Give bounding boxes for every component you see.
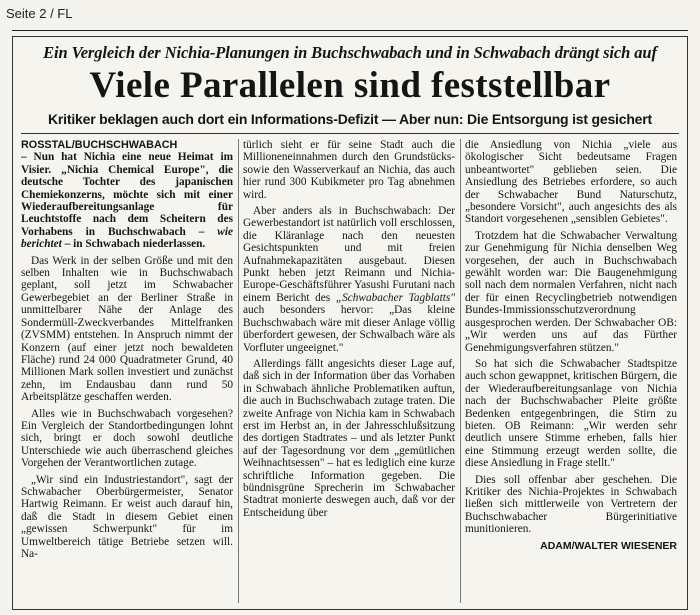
col1-paragraph-2: Alles wie in Buchschwabach vorgesehen? Ein Vergleich der Standortbedingungen lohnt sich, bringt er doch sowohl deutliche Unterschiede wie auch überraschend gleiches Vorgehen der Verantwortlichen zutage. — [21, 407, 233, 470]
col3-paragraph-1: die Ansiedlung von Nichia „viele aus ökologischer Sicht bedeutsame Fragen unbeantwortet" geblieben seien. Die Ansiedlung des Betriebes erfordere, so auch der Schwabacher Bund Naturschutz, „besondere Vorsicht", auch angesichts des als Standort vorgesehenen „sensiblen Gebietes". — [465, 139, 677, 226]
col3-paragraph-3: So hat sich die Schwabacher Stadtspitze auch schon gewappnet, kritischen Bürgern, die der Wiederaufbereitungsanlage von Nichia nach der Buchschwabacher Pleite größte Bedenken entgegenbringen, die Stirn zu bieten. OB Reimann: „Wir werden sehr deutlich unsere Stimme erheben, falls hier eine Stimmung erzeugt werden sollte, die diese Ansiedlung in Frage stellt." — [465, 357, 677, 470]
col3-paragraph-4: Dies soll offenbar aber geschehen. Die Kritiker des Nichia-Projektes in Schwabach ließen sich mittlerweile von Vertretern der Buchschwabacher Bürgerinitiative munitionieren. — [465, 473, 677, 536]
author-byline: ADAM/WALTER WIESENER — [540, 539, 677, 552]
lead-text-emphasis: wie berichtet — [21, 225, 233, 251]
col1-paragraph-1: Das Werk in der selben Größe und mit den selben Inhalten wie in Buchschwabach geplant, soll jetzt im Schwabacher Gewerbegebiet an der Berliner Straße in unmittelbarer Nähe der Anlage des Sondermüll-Zweckverbandes Mittelfranken (ZVSMM) entstehen. In Anspruch nimmt der Konzern (auf einer jetzt noch bewaldeten Fläche) rund 24 000 Quadratmeter Grund, 40 Millionen Mark sollen investiert und zunächst zehn, im Endausbau dann rund 50 Arbeitsplätze geschaffen werden. — [21, 254, 233, 404]
column-rule-1 — [238, 139, 239, 603]
col2-paragraph-1: türlich sieht er für seine Stadt auch die Millioneneinnahmen durch den Grundstücks- sowie den Wasserverkauf an Nichia, das auch hier rund 300 Kubikmeter pro Tag abnehmen wird. — [243, 139, 455, 201]
article-subhead: Kritiker beklagen auch dort ein Informations-Defizit — Aber nun: Die Entsorgung ist gesichert — [48, 111, 652, 127]
article-column-1 — [21, 139, 233, 607]
article-headline: Viele Parallelen sind feststellbar — [89, 65, 611, 106]
col3-paragraph-2: Trotzdem hat die Schwabacher Verwaltung zur Genehmigung für Nichia denselben Weg vorgesehen, der auch in Buchschwabach gewählt worden war: Die Baugenehmigung soll nach dem normalen Verfahren, nicht nach der für einen Recyclingbetrieb notwendigen Bundes-Immissionsschutzverordnung ausgesprochen werden. Der Schwabacher OB: „Wir werden uns auf das Fürther Genehmigungsverfahren stützen." — [465, 229, 677, 354]
header-divider — [21, 133, 679, 134]
col2-paragraph-2-a: Aber anders als in Buchschwabach: Der Gewerbestandort ist natürlich voll erschlossen, die Kläranlage nach den neuesten Gesichtspunkten und mit freien Aufnahmekapazitäten ausgebaut. Diesen Punkt heben jetzt Reimann und Nichia-Europe-Geschäftsführer Yasushi Furutani nach einem Bericht des — [243, 205, 455, 304]
col1-paragraph-3: „Wir sind ein Industriestandort", sagt der Schwabacher Oberbürgermeister, Senator Hartwig Reimann. Er weist auch darauf hin, daß die Stadt in diesem Gebiet einen „gewissen Schwerpunkt" für im Umweltbereich tätige Betriebe setzen will. Na- — [21, 473, 233, 560]
column-rule-2 — [460, 139, 461, 603]
page-label: Seite 2 / FL — [6, 6, 73, 21]
col2-paragraph-3: Allerdings fällt angesichts dieser Lage auf, daß sich in der Information über das Vorhaben in Schwabach ähnliche Problematiken auftun, die auch in Buchschwabach zutage traten. Die zweite Anfrage von Nichia kam in Schwabach erst im Herbst an, in der Jahresschlußsitzung des dortigen Stadtrates – und als letzter Punkt auf der Tagesordnung vor dem „gemütlichen Weihnachtsessen" – hat es lediglich eine kurze schriftliche Information gegeben. Die bündnisgrüne Sprecherin im Schwabacher Stadtrat monierte deswegen auch, daß vor der Entscheidung über — [243, 357, 455, 519]
article-column-3 — [465, 139, 677, 607]
newspaper-name: „Schwabacher Tagblatts" — [335, 291, 455, 304]
article-frame — [12, 36, 688, 610]
lead-text-a: – Nun hat Nichia eine neue Heimat im Visier. „Nichia Chemical Europe", die deutsche Tochter des japanischen Chemiekonzerns, möchte sich mit einer Wiederaufbereitungsanlage für Leuchtstoffe nach dem Scheitern des Vorhabens in Buchschwabach – — [21, 151, 233, 238]
lead-paragraph — [21, 139, 233, 251]
top-rule — [12, 30, 688, 31]
col2-paragraph-2 — [243, 205, 455, 354]
article-kicker: Ein Vergleich der Nichia-Planungen in Buchschwabach und in Schwabach drängt sich auf — [43, 43, 657, 62]
lead-text-b: – in Schwabach niederlassen. — [61, 238, 206, 251]
dateline: ROSSTAL/BUCHSCHWABACH — [21, 139, 178, 151]
col2-paragraph-2-b: auch besonders hervor: „Das kleine Buchschwabach wäre mit dieser Anlage völlig überfordert gewesen, der Schwalbach wäre als Vorfluter ungeeignet." — [243, 304, 455, 354]
article-column-2 — [243, 139, 455, 607]
